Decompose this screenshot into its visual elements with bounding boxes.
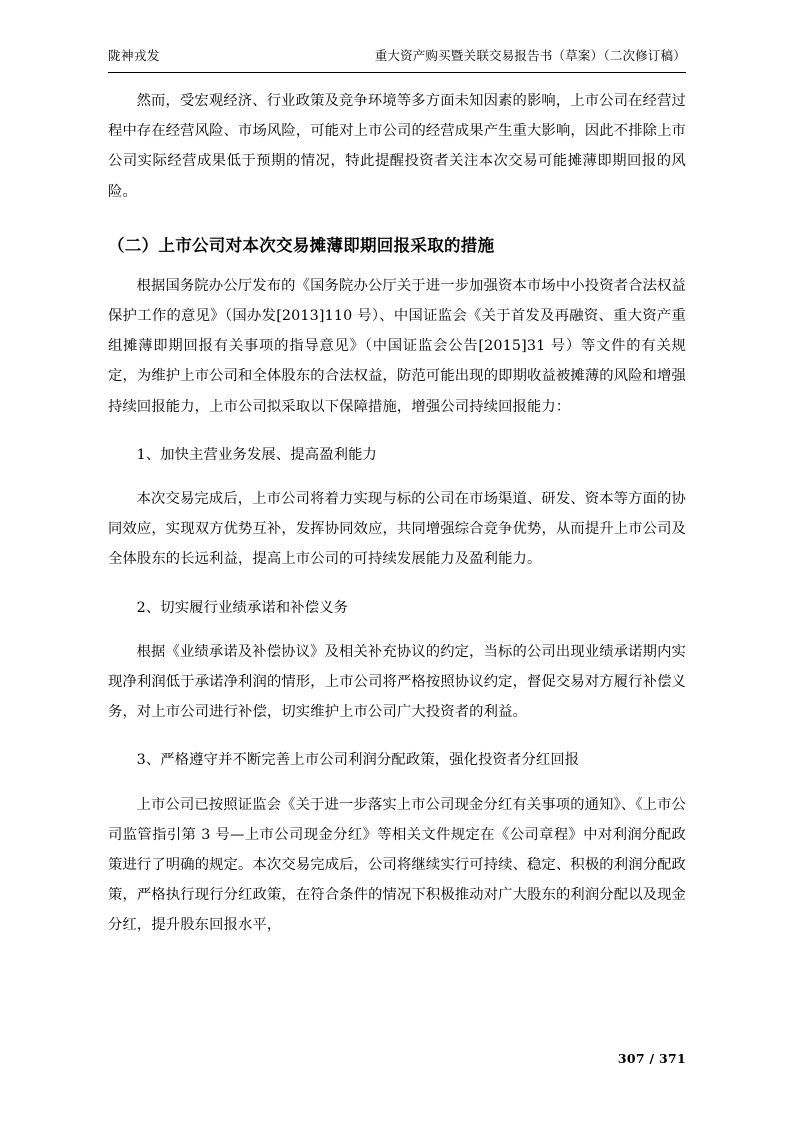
section-heading-measures: （二）上市公司对本次交易摊薄即期回报采取的措施 bbox=[108, 235, 495, 255]
document-body bbox=[108, 86, 686, 941]
list-item-2-title: 2、切实履行业绩承诺和补偿义务 bbox=[136, 599, 349, 616]
list-item-3-body: 上市公司已按照证监会《关于进一步落实上市公司现金分红有关事项的通知》、《上市公司监管指引第 3 号—上市公司现金分红》等相关文件规定在《公司章程》中对利润分配政策进行了明确的规定。本次交易完成后，公司将继续实行可持续、稳定、积极的利润分配政策，严格执行现行分红政策，在符合条件的情况下积极推动对广大股东的利润分配以及现金分红，提升股东回报水平， bbox=[108, 796, 686, 934]
header-divider bbox=[108, 72, 686, 73]
paragraph-regulatory-basis: 根据国务院办公厅发布的《国务院办公厅关于进一步加强资本市场中小投资者合法权益保护工作的意见》（国办发[2013]110 号）、中国证监会《关于首发及再融资、重大资产重组摊薄即期回报有关事项的指导意见》（中国证监会公告[2015]31 号）等文件的有关规定，为维护上市公司和全体股东的合法权益，防范可能出现的即期收益被摊薄的风险和增强持续回报能力，上市公司拟采取以下保障措施，增强公司持续回报能力： bbox=[108, 277, 686, 415]
paragraph-risk-notice: 然而，受宏观经济、行业政策及竞争环境等多方面未知因素的影响，上市公司在经营过程中存在经营风险、市场风险，可能对上市公司的经营成果产生重大影响，因此不排除上市公司实际经营成果低于预期的情况，特此提醒投资者关注本次交易可能摊薄即期回报的风险。 bbox=[108, 93, 686, 200]
list-item-2-body: 根据《业绩承诺及补偿协议》及相关补充协议的约定，当标的公司出现业绩承诺期内实现净利润低于承诺净利润的情形，上市公司将严格按照协议约定，督促交易对方履行补偿义务，对上市公司进行补偿，切实维护上市公司广大投资者的利益。 bbox=[108, 643, 686, 721]
list-item-1-body: 本次交易完成后，上市公司将着力实现与标的公司在市场渠道、研发、资本等方面的协同效应，实现双方优势互补，发挥协同效应，共同增强综合竞争优势，从而提升上市公司及全体股东的长远利益，提高上市公司的可持续发展能力及盈利能力。 bbox=[108, 491, 686, 568]
list-item-3-title: 3、严格遵守并不断完善上市公司利润分配政策，强化投资者分红回报 bbox=[136, 752, 580, 769]
header-document-title: 重大资产购买暨关联交易报告书（草案）（二次修订稿） bbox=[374, 48, 686, 63]
header-company-name: 陇神戎发 bbox=[108, 48, 161, 63]
list-item-1-title: 1、加快主营业务发展、提高盈利能力 bbox=[136, 446, 377, 463]
page-number: 307 / 371 bbox=[617, 1051, 686, 1066]
page-header bbox=[108, 48, 686, 63]
